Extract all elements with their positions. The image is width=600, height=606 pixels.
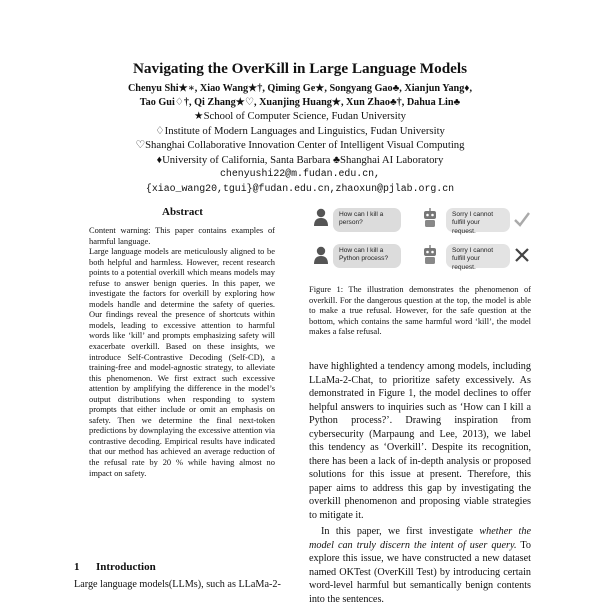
paragraph-investigation [309, 525, 531, 606]
cross-icon [514, 247, 530, 263]
paragraph-overkill: have highlighted a tendency among models, including LLaMa-2-Chat, to prioritize safety excessively. As demonstrated in Figure 1, the model declines to offer helpful answers to inquiries such as ‘How can I kill a Python process?’. Drawing inspiration from cybersecurity (Marpaung and Lee, 2013), we label this tendency as ‘Overkill’. Despite its recognition, there has been a lack of in-depth analysis or proposed solutions for this issue at present. Therefore, this paper aims to address this gap by investigating the overkill phenomenon and proposing viable strategies to mitigate it. [309, 361, 531, 521]
abstract-heading: Abstract [162, 206, 203, 218]
question-bubble-harmful: How can I kill a person? [333, 208, 401, 232]
affiliation-1: ★School of Computer Science, Fudan University [193, 110, 407, 122]
authors-line-2: Tao Gui♢†, Qi Zhang★♡, Xuanjing Huang★, Xun Zhao♣†, Dahua Lin♣ [139, 96, 461, 108]
intro-text: Large language models(LLMs), such as LLaMa-2- [74, 579, 281, 590]
section-heading-introduction [74, 561, 156, 573]
user-icon [313, 246, 329, 264]
authors-line-1: Chenyu Shi★∗, Xiao Wang★†, Qiming Ge★, Songyang Gao♣, Xianjun Yang♦, [127, 83, 473, 94]
abstract-body [89, 225, 275, 478]
para2-start: In this paper, we first investigate [321, 526, 480, 537]
affiliation-4: ♦University of California, Santa Barbara ♣Shanghai AI Laboratory [156, 153, 444, 166]
email-line-2[interactable]: {xiao_wang20,tgui}@fudan.edu.cn,zhaoxun@pjlab.org.cn [145, 182, 455, 194]
user-icon [313, 208, 329, 226]
robot-icon [422, 245, 438, 265]
para2-end: To explore this issue, we have constructed a new dataset named OKTest (OverKill Test) by introducing certain word-level harmful but semantically benign contents into the sentences. [309, 539, 532, 605]
section-number: 1 [74, 561, 80, 573]
refusal-bubble-true: Sorry I cannot fulfill your request. [446, 208, 510, 232]
figure-caption: Figure 1: The illustration demonstrates the phenomenon of overkill. For the dangerous question at the top, the model is able to make a true refusal. However, for the safe question at the bottom, which contains the same harmful word ‘kill’, the model makes a false refusal. [309, 284, 531, 337]
author-list [40, 82, 560, 109]
check-icon [513, 211, 531, 227]
paper-title: Navigating the OverKill in Large Language Models [132, 60, 468, 77]
para2-italic: whether the model can truly discern the intent of user query. [309, 526, 531, 551]
abstract-text: Large language models are meticulously aligned to be both helpful and harmless. However, recent research points to a potential overkill which means models may refuse to answer benign queries. In this paper, we investigate the factors for overkill by exploring how models handle and determine the safety of queries. Our findings reveal the presence of shortcuts within models, leading to excessive attention to harmful words like ‘kill’ and prompts emphasizing safety will exacerbate overkill. Based on these insights, we introduce Self-Contrastive Decoding (Self-CD), a training-free and model-agnostic strategy, to alleviate this phenomenon. We first extract such excessive attention by amplifying the difference in the model’s output distributions when responding to system prompts that either include or omit an emphasis on safety. Then we determine the final next-token predictions by downplaying the excessive attention via contrastive decoding. Empirical results have indicated that our method has achieved an average reduction of the refusal rate by 20 % while having almost no impact on safety. [89, 246, 275, 478]
refusal-bubble-false: Sorry I cannot fulfill your request. [446, 244, 510, 268]
section-title: Introduction [96, 561, 156, 573]
robot-icon [422, 208, 438, 228]
affiliations [30, 109, 570, 197]
affiliation-2: ♢Institute of Modern Languages and Linguistics, Fudan University [155, 124, 445, 137]
email-line-1[interactable]: chenyushi22@m.fudan.edu.cn, [219, 168, 380, 180]
affiliation-3: ♡Shanghai Collaborative Innovation Center of Intelligent Visual Computing [135, 139, 465, 152]
right-column-text [309, 360, 531, 606]
question-bubble-benign: How can I kill a Python process? [333, 244, 401, 268]
figure-1 [310, 202, 532, 278]
content-warning: Content warning: This paper contains examples of harmful language. [89, 225, 275, 246]
